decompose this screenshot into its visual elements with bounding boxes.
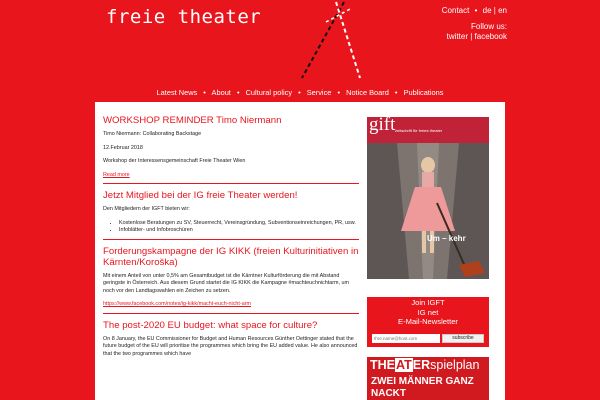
lang-divider: |	[493, 6, 496, 15]
post-date: 12.Februar 2018	[103, 144, 143, 151]
newsletter-form	[372, 334, 484, 343]
newsletter-email-input[interactable]	[372, 334, 440, 343]
post-subtitle: Timo Niermann: Collaborating Backstage	[103, 131, 202, 137]
logo-mark-icon	[296, 0, 366, 82]
subscribe-button[interactable]: subscribe	[442, 334, 484, 343]
nav-service[interactable]: Service	[306, 88, 332, 97]
list-item: • Infoblätter- und Infobroschüren	[119, 227, 359, 235]
content-panel	[95, 102, 505, 400]
post-title[interactable]: WORKSHOP REMINDER Timo Niermann	[103, 115, 282, 126]
facebook-note-link[interactable]: https://www.facebook.com/notes/ig-kikk/macht-euch-nicht-arm	[103, 301, 251, 307]
nav-latest-news[interactable]: Latest News	[156, 88, 198, 97]
post-title[interactable]: The post-2020 EU budget: what space for culture?	[103, 319, 318, 331]
theaterspielplan-banner[interactable]	[367, 357, 489, 400]
nav-separator: •	[236, 88, 240, 97]
facebook-link[interactable]: facebook	[474, 32, 507, 41]
post-title[interactable]: Forderungskampagne der IG KIKK (freien Kulturinitiativen in Kärnten/Koroška)	[103, 245, 359, 268]
header-dot-icon: •	[474, 6, 478, 15]
main-nav	[0, 88, 600, 97]
post-intro: Den Mitgliedern der IGFT bieten wir:	[103, 206, 190, 212]
header-links	[442, 6, 507, 42]
list-item: • Kostenlose Beratungen zu SV, Steuerrecht, Vereinsgründung, Subventionseinreichungen, PR, usw.	[119, 220, 359, 228]
post-title[interactable]: Jetzt Mitglied bei der IG freie Theater werden!	[103, 190, 298, 201]
lang-de-link[interactable]: de	[482, 6, 492, 15]
nav-separator: •	[337, 88, 341, 97]
gift-title: gift	[369, 117, 396, 135]
cover-photo-icon	[367, 143, 489, 279]
newsletter-line-3: E-Mail-Newsletter	[398, 317, 458, 327]
nav-cultural-policy[interactable]: Cultural policy	[245, 88, 293, 97]
nav-separator: •	[203, 88, 206, 97]
theaterspielplan-logo: THEATERspielplan	[370, 358, 480, 372]
post-text: Workshop der Interessensgemeinschaft Freie Theater Wien	[103, 158, 246, 164]
read-more-link[interactable]: Read more	[103, 171, 130, 178]
newsletter-box	[367, 297, 489, 347]
sidebar	[367, 117, 489, 279]
news-post	[103, 320, 359, 369]
news-post	[103, 115, 359, 184]
news-list	[103, 115, 359, 374]
news-post	[103, 190, 359, 240]
follow-label: Follow us:	[470, 22, 507, 31]
newsletter-line-2: IG net	[417, 307, 439, 317]
post-text: Mit einem Anteil von unter 0,5% am Gesamtbudget ist die Kärntner Kulturförderung die mit Abstand geringste in Österreich. Aus diesem Grund startet die IG KIKK die Kampagne #machteuchnichtarm, um noch vor den Landtagswahlen ein Zeichen zu setzen.	[103, 272, 349, 294]
nav-notice-board[interactable]: Notice Board	[346, 88, 389, 97]
gift-subtitle: zeitschrift für freies theater	[395, 128, 443, 133]
newsletter-line-1: Join IGFT	[411, 298, 445, 307]
nav-separator: •	[298, 88, 301, 97]
lang-en-link[interactable]: en	[498, 6, 507, 15]
featured-show-title: ZWEI MÄNNER GANZ NACKT	[371, 376, 474, 399]
gift-masthead	[367, 117, 489, 143]
nav-about[interactable]: About	[211, 88, 231, 97]
nav-separator: •	[394, 88, 398, 97]
nav-publications[interactable]: Publications	[403, 88, 444, 97]
gift-magazine-cover[interactable]	[367, 117, 489, 279]
post-text: On 8 January, the EU Commissioner for Budget and Human Resources Günther Oettinger stated that the future budget of the EU will prioritise the programmes which bring the EU added value. He also announced that the two programmes which have	[103, 335, 358, 357]
benefits-list	[119, 220, 359, 235]
social-divider: |	[470, 32, 473, 41]
news-post	[103, 246, 359, 314]
cover-text: Um – kehr	[427, 234, 466, 243]
contact-link[interactable]: Contact	[441, 6, 470, 15]
twitter-link[interactable]: twitter	[446, 32, 468, 41]
site-logo[interactable]: freie theater	[106, 6, 262, 28]
